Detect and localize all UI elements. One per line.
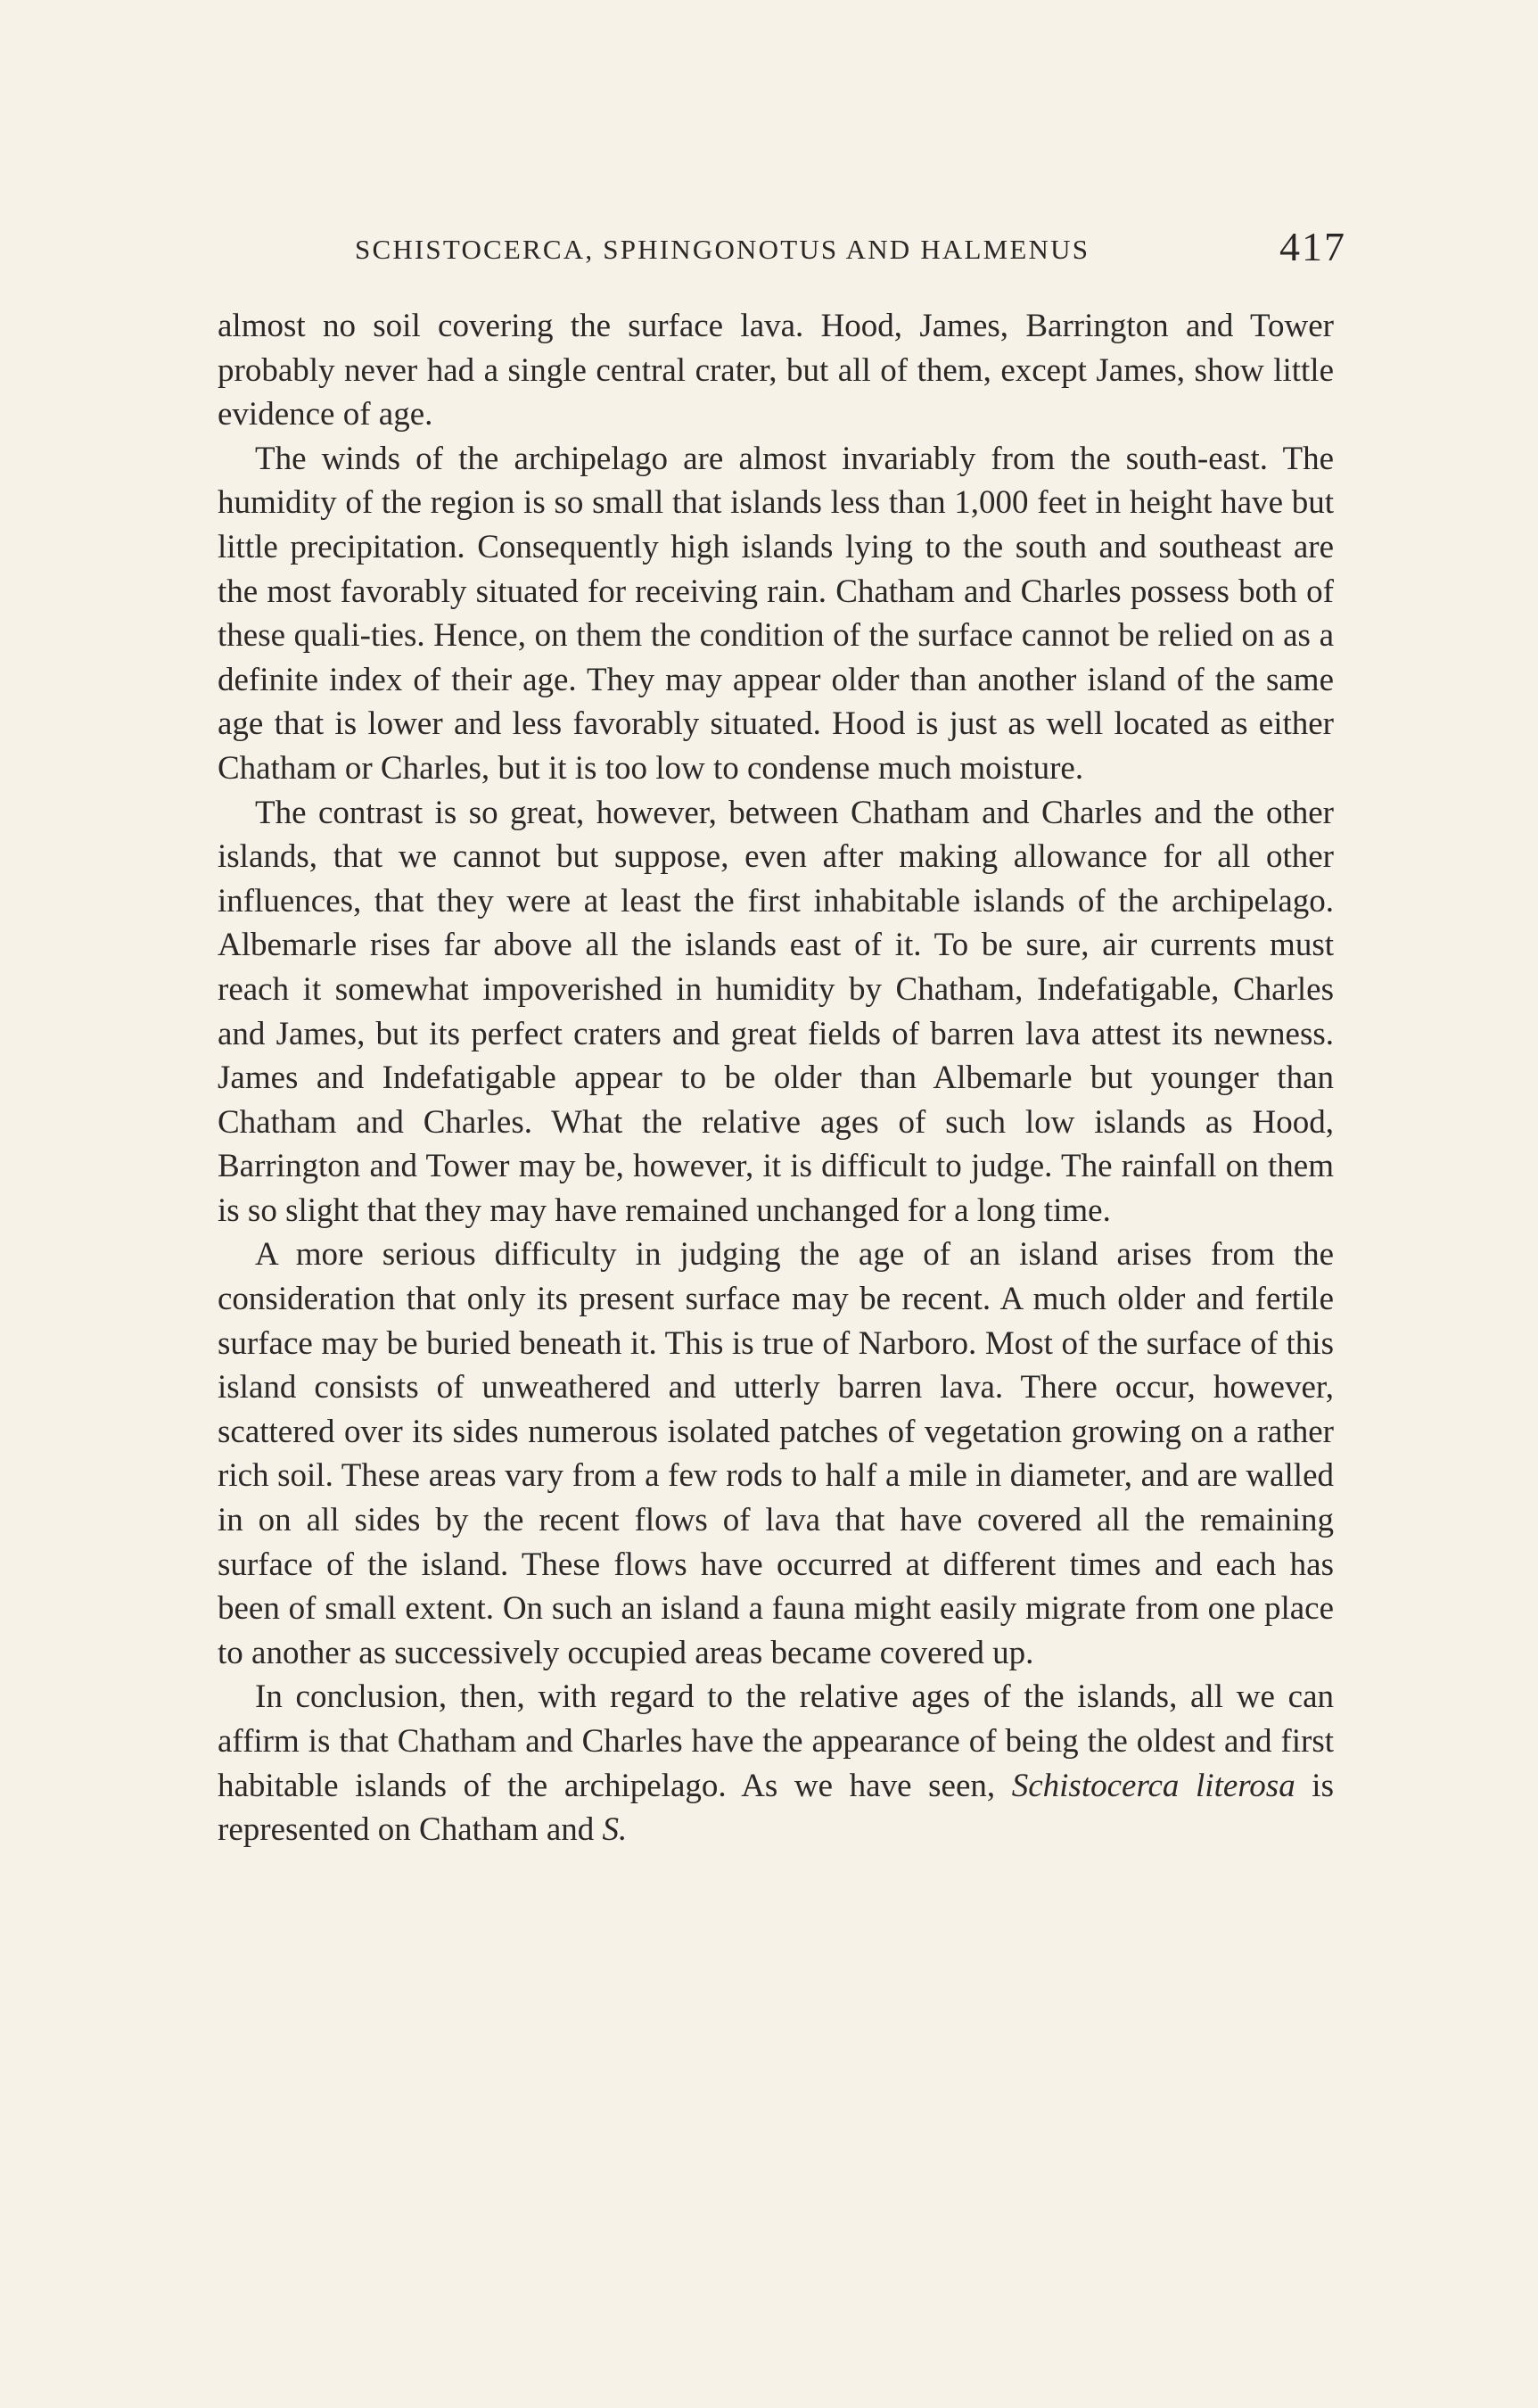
paragraph-5-text-middle: is represented on Chatham and [218, 1767, 1334, 1849]
page-header [355, 224, 1346, 280]
genus-abbrev-italic: S. [602, 1811, 628, 1849]
paragraph-4: A more serious difficulty in judging the age of an island arises from the consideration that only its present surface may be recent. A much older and fertile surface may be buried beneath it. This is true of Narboro. Most of the surface of this island consists of unweathered and utterly barren lava. There occur, however, scattered over its sides numerous isolated patches of vegetation growing on a rather rich soil. These areas vary from a few rods to half a mile in diameter, and are walled in on all sides by the recent flows of lava that have covered all the remaining surface of the island. These flows have occurred at different times and each has been of small extent. On such an island a fauna might easily migrate from one place to another as successively occupied areas became covered up. [218, 1236, 1334, 1671]
paragraph-3: The contrast is so great, however, between Chatham and Charles and the other islands, that we cannot but suppose, even after making allowance for all other influences, that they were at least the first inhabitable islands of the archipelago. Albemarle rises far above all the islands east of it. To be sure, air currents must reach it somewhat impoverished in humidity by Chatham, Indefatigable, Charles and James, but its perfect craters and great fields of barren lava attest its newness. James and Indefatigable appear to be older than Albemarle but younger than Chatham and Charles. What the relative ages of such low islands as Hood, Barrington and Tower may be, however, it is difficult to judge. The rainfall on them is so slight that they may have remained unchanged for a long time. [218, 794, 1334, 1229]
page-number: 417 [1279, 224, 1346, 269]
running-head: SCHISTOCERCA, SPHINGONOTUS AND HALMENUS [355, 234, 1090, 265]
paragraph-1: almost no soil covering the surface lava. Hood, James, Barrington and Tower probably never had a single central crater, but all of them, except James, show little evidence of age. [218, 308, 1334, 433]
species-name-italic: Schistocerca literosa [1011, 1767, 1295, 1804]
paragraph-5-text-before: In conclusion, then, with regard to the relative ages of the islands, all we can affirm is that Chatham and Charles have the appearance of being the oldest and first habitable islands of the archipelago. As we have seen, [218, 1678, 1334, 1804]
body-text [218, 304, 1334, 1852]
paragraph-5 [218, 1675, 1334, 1851]
paragraph-2: The winds of the archipelago are almost invariably from the south-east. The humidity of the region is so small that islands less than 1,000 feet in height have but little precipitation. Consequently high islands lying to the south and southeast are the most favorably situated for receiving rain. Chatham and Charles possess both of these quali-ties. Hence, on them the condition of the surface cannot be relied on as a definite index of their age. They may appear older than another island of the same age that is lower and less favorably situated. Hood is just as well located as either Chatham or Charles, but it is too low to condense much moisture. [218, 440, 1334, 787]
